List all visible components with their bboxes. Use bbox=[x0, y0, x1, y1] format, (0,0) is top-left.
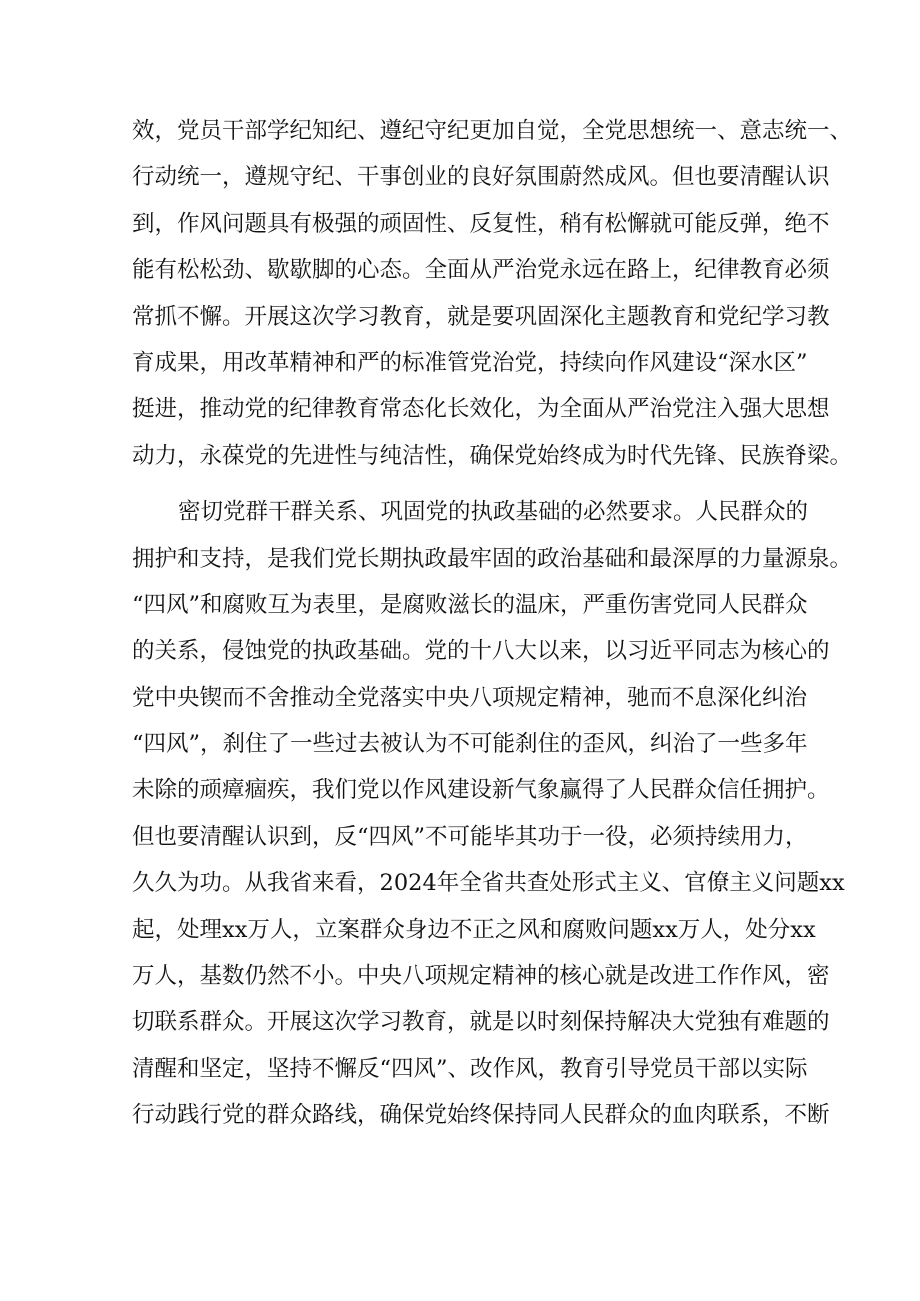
text-line: 久久为功。从我省来看，2024年全省共查处形式主义、官僚主义问题xx bbox=[132, 870, 845, 897]
text-line: 清醒和坚定，坚持不懈反“四风”、改作风，教育引导党员干部以实际 bbox=[132, 1055, 808, 1082]
text-line: “四风”和腐败互为表里，是腐败滋长的温床，严重伤害党同人民群众 bbox=[132, 591, 808, 618]
text-line: 挺进，推动党的纪律教育常态化长效化，为全面从严治党注入强大思想 bbox=[132, 396, 830, 423]
text-line: 万人，基数仍然不小。中央八项规定精神的核心就是改进工作作风，密 bbox=[132, 963, 830, 990]
paragraph-1 bbox=[132, 108, 853, 479]
text-line: 未除的顽瘴痼疾，我们党以作风建设新气象赢得了人民群众信任拥护。 bbox=[132, 777, 830, 804]
text-line: 但也要清醒认识到，反“四风”不可能毕其功于一役，必须持续用力， bbox=[132, 823, 808, 850]
text-line: “四风”，刹住了一些过去被认为不可能刹住的歪风，纠治了一些多年 bbox=[132, 731, 808, 758]
text-line: 拥护和支持，是我们党长期执政最牢固的政治基础和最深厚的力量源泉。 bbox=[132, 545, 853, 572]
paragraph-gap bbox=[132, 479, 797, 489]
text-line: 起，处理xx万人，立案群众身边不正之风和腐败问题xx万人，处分xx bbox=[132, 916, 816, 943]
text-line: 常抓不懈。开展这次学习教育，就是要巩固深化主题教育和党纪学习教 bbox=[132, 303, 830, 330]
text-line: 能有松松劲、歇歇脚的心态。全面从严治党永远在路上，纪律教育必须 bbox=[132, 257, 830, 284]
text-line: 切联系群众。开展这次学习教育，就是以时刻保持解决大党独有难题的 bbox=[132, 1009, 830, 1036]
text-line: 的关系，侵蚀党的执政基础。党的十八大以来，以习近平同志为核心的 bbox=[132, 638, 830, 665]
text-line: 育成果，用改革精神和严的标准管党治党，持续向作风建设“深水区” bbox=[132, 349, 808, 376]
text-line: 密切党群干群关系、巩固党的执政基础的必然要求。人民群众的 bbox=[178, 499, 809, 526]
text-line: 效，党员干部学纪知纪、遵纪守纪更加自觉，全党思想统一、意志统一、 bbox=[132, 118, 853, 144]
text-line: 行动统一，遵规守纪、干事创业的良好氛围蔚然成风。但也要清醒认识 bbox=[132, 164, 830, 191]
text-line: 党中央锲而不舍推动全党落实中央八项规定精神，驰而不息深化纠治 bbox=[132, 684, 808, 711]
paragraph-2 bbox=[132, 489, 853, 1138]
text-line: 行动践行党的群众路线，确保党始终保持同人民群众的血肉联系，不断 bbox=[132, 1102, 830, 1129]
document-body bbox=[132, 108, 853, 1139]
text-line: 动力，永葆党的先进性与纯洁性，确保党始终成为时代先锋、民族脊梁。 bbox=[132, 442, 853, 469]
text-line: 到，作风问题具有极强的顽固性、反复性，稍有松懈就可能反弹，绝不 bbox=[132, 210, 830, 237]
